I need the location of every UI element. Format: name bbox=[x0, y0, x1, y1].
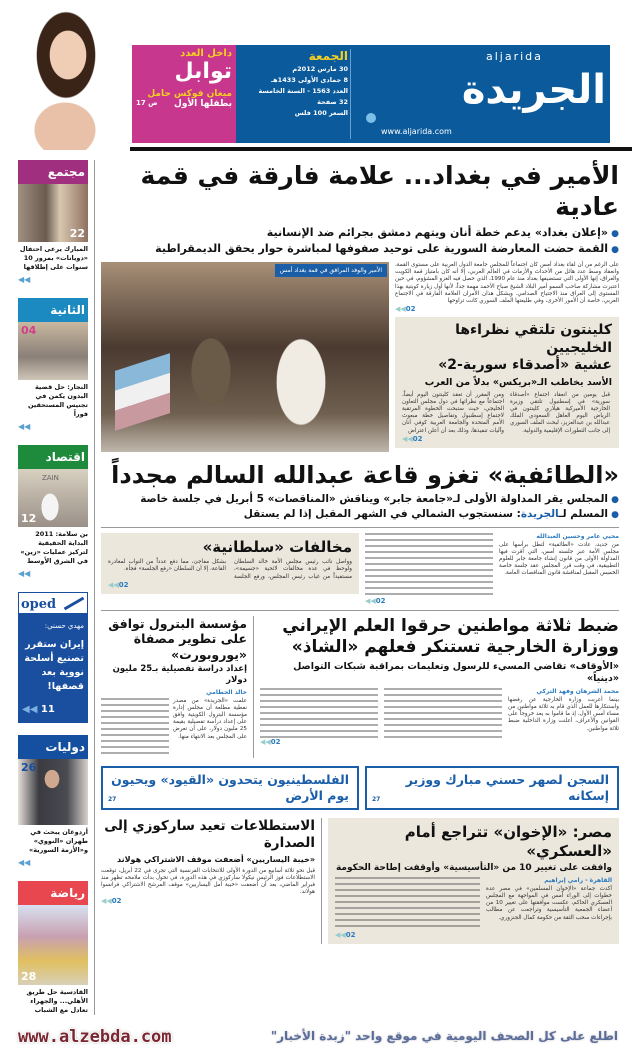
petroleum-sub: إعداد دراسة تفصيلية بـ25 مليون دولار bbox=[112, 664, 247, 685]
price: السعر 100 فلس bbox=[294, 109, 348, 117]
sectarian-body: من جديد، عادت «الطائفية» لتطل برأسها على مجلس الأمة عبر جلسته أمس، التي أقرت فيها المداولة الأولى من قانون إنشاء جامعة جابر للعلوم التطبيقية، في وقت قرر المجلس عقد جلسة خاصة الخميس المقبل لمناقشة قانون المناقصات العامة. bbox=[499, 541, 619, 577]
footer-site-link[interactable]: www.alzebda.com bbox=[18, 1027, 172, 1047]
egypt-box bbox=[328, 818, 619, 944]
sultani-body: وواصل نائب رئيس مجلس الأمة خالد السلطان ولوحظ في عدة مخالفات لائحية «جسيمة»، مستفيداً من غياب رئيس المجلس، ورفع الجلسة بشكل مفاجئ، مما دفع عدداً من النواب لمغادرة القاعة، إلا أن السلطان «رفع الجلسة» فجأة. bbox=[108, 559, 352, 580]
masthead bbox=[236, 45, 610, 143]
page-number: 26 bbox=[21, 761, 37, 774]
promo-headline-2: بطفلها الأول ص 17 bbox=[136, 99, 232, 109]
header bbox=[0, 0, 632, 152]
sultani-box bbox=[101, 533, 359, 594]
second-caption[interactable]: النجار: حل قضية البدون يكمن في تجنيس المستحقين فوراً bbox=[27, 383, 88, 418]
sectarian-ref[interactable]: ◀◀02 bbox=[365, 596, 386, 605]
sultani-ref[interactable]: ◀◀02 bbox=[108, 580, 129, 589]
lead-bullet-1: ● «إعلان بغداد» يدعم خطة أنان ويتهم دمشق بجرائم ضد الإنسانية bbox=[101, 226, 619, 240]
sarkozy-sub: «خيبة اليساريين» أضعفت موقف الاشتراكي هولاند bbox=[116, 854, 315, 864]
promo-box[interactable] bbox=[132, 45, 236, 143]
section-header-international[interactable]: دوليات bbox=[18, 735, 88, 759]
more-arrow-icon[interactable]: ◀◀ bbox=[18, 275, 31, 284]
clinton-sub: الأسد يخاطب الـ«بريكس» بدلاً من العرب bbox=[424, 376, 612, 388]
page-count: 32 صفحة bbox=[317, 98, 348, 106]
sarkozy-headline[interactable]: الاستطلاعات تعيد ساركوزي إلى الصدارة bbox=[104, 818, 315, 851]
oped-author: مهدي حسني: bbox=[44, 622, 84, 630]
logo-en: aljarida bbox=[486, 50, 543, 63]
page-number: 12 bbox=[21, 512, 37, 525]
section-header-economy[interactable]: اقتصاد bbox=[18, 445, 88, 469]
sectarian-bullet-1: ● المجلس يقر المداولة الأولى لـ«جامعة جابر» ويناقش «المناقصات» 5 أبريل في جلسة خاصة bbox=[101, 493, 619, 506]
clinton-ref[interactable]: ◀◀02 bbox=[402, 434, 423, 443]
promo-headline-1: ميغان فوكس حامل bbox=[147, 89, 232, 99]
sultani-headline[interactable]: مخالفات «سلطانية» bbox=[202, 537, 352, 556]
petroleum-body: علمت «الجريدة» من مصدر نفطية مطلعة أن مجلس إدارة مؤسسة البترول الكويتية وافق على إعداد دراسة تفصيلية بقيمة 25 مليون دولار، على أن تعرض على المجلس بعد الانتهاء منها. bbox=[173, 697, 247, 740]
petroleum-byline: خالد الحطامي bbox=[206, 688, 247, 696]
footer-slogan: اطلع على كل الصحف اليومية في موقع واحد "زبدة الأخبار" bbox=[270, 1029, 618, 1044]
second-photo[interactable] bbox=[18, 322, 88, 380]
page-number: 22 bbox=[69, 227, 85, 240]
oped-box[interactable] bbox=[18, 614, 88, 723]
website-url[interactable]: www.aljarida.com bbox=[381, 127, 452, 136]
egypt-sub: وافقت على تغيير 10 من «التأسيسية» وأوقفت إطاحة الحكومة bbox=[335, 862, 612, 873]
flag-sub: «الأوقاف» تقاضي المسيء للرسول وتعليمات بمراقبة شبكات التواصل «دينياً» bbox=[293, 661, 619, 684]
lead-headline[interactable]: الأمير في بغداد... علامة فارقة في قمة عادية bbox=[140, 161, 619, 222]
section-header-second[interactable]: الثانية bbox=[18, 298, 88, 322]
date-gregorian: 30 مارس 2012م bbox=[292, 65, 348, 73]
oped-logo bbox=[18, 592, 88, 614]
issue-day: الجمعة bbox=[308, 49, 348, 63]
lead-bullet-2: ● القمة حضت المعارضة السورية على توحيد صفوفها لمباشرة حوار يحقق الديمقراطية bbox=[101, 242, 619, 256]
international-caption[interactable]: أردوغان يبحث في طهران «النووي» و«الأزمة السورية» bbox=[29, 828, 88, 854]
section-header-sports[interactable]: رياضة bbox=[18, 881, 88, 905]
sectarian-body-col2 bbox=[365, 533, 493, 595]
flag-headline-1[interactable]: ضبط ثلاثة مواطنين حرقوا العلم الإيراني bbox=[282, 615, 619, 636]
oped-label: oped bbox=[21, 597, 57, 612]
main-content bbox=[101, 160, 619, 1015]
flag-headline-2[interactable]: ووزارة الخارجية تستنكر فعلهم «الشاذ» bbox=[291, 636, 619, 657]
page-number: 28 bbox=[21, 970, 37, 983]
sectarian-byline: محيي عامر وحسين العبدالله bbox=[536, 532, 619, 540]
promo-inside: داخل العدد bbox=[180, 48, 232, 59]
sectarian-headline[interactable]: «الطائفية» تغزو قاعة عبدالله السالم مجدداً bbox=[111, 461, 619, 489]
date-hijri: 8 جمادى الأولى 1433هـ bbox=[270, 76, 348, 84]
lead-body: على الرغم من أن لقاء بغداد أمس كان اجتماعاً للمجلس جامعة الدول العربية على مستوى القمة، وانعقاد وسط عدد هائل من الأحداث والأزمات في العالم العربي، إلا أنه كان بامتياز قمة الكويت والعراق، إنها الأولى التي تستضيفها بغداد منذ عام 1990، الذي حصل فيه الغزو المشؤوم، في حين اعتبرت مشاركة صاحب السمو أمير البلاد الشيخ صباح الأحمد مهمة جداً، لأنها أول زيارة كويتية بهذا المستوى إلى العراق منذ الاجتياح الصدامي. ويشكل هذان الأمران العلامة الفارقة في الاجتماع العربي، خاصة أن الأمور الأخرى، وفي طليعتها الملف السوري كانت تراوحها bbox=[395, 262, 620, 305]
clinton-headline-1[interactable]: كلينتون تلتقي نظراءها الخليجيين bbox=[455, 322, 612, 356]
oped-page: ◀◀ 11 bbox=[22, 704, 55, 715]
more-arrow-icon[interactable]: ◀◀ bbox=[18, 569, 31, 578]
flag-body-col3 bbox=[260, 688, 378, 738]
sectarian-bullet-2: ● المسلم لـالجريدة: سنستجوب الشمالي في الشهر المقبل إذا لم يستقل bbox=[101, 508, 619, 521]
society-caption[interactable]: المبارك يرعى احتفال «دويانات» بمرور 10 سنوات على إطلاقها bbox=[19, 245, 88, 271]
zain-logo: ZAIN bbox=[42, 474, 59, 482]
issue-info bbox=[240, 48, 348, 119]
sarkozy-ref[interactable]: ◀◀02 bbox=[101, 896, 122, 905]
oped-pen-icon bbox=[64, 597, 85, 611]
kuwait-flag bbox=[115, 353, 170, 431]
flag-ref[interactable]: ◀◀02 bbox=[260, 737, 281, 746]
international-photo[interactable] bbox=[18, 759, 88, 825]
section-header-society[interactable]: مجتمع bbox=[18, 160, 88, 184]
egypt-byline: القاهرة - رامي إبراهيم bbox=[544, 876, 612, 884]
egypt-body: أكدت جماعة «الإخوان المسلمين» في مصر عدة خطوات إلى الوراء أمس في المواجهة مع المجلس العسكري الحاكم، عكست موافقتها على تغيير 10 من أعضاء الجمعية التأسيسية وتراجعت عن مطالب بإجراءات سحب الثقة من حكومة كمال الجنزوري. bbox=[486, 885, 612, 921]
economy-caption[interactable]: بن سلامة: 2011 البداية الحقيقية لتركيز عمليات «زين» في الشرق الأوسط bbox=[20, 530, 88, 565]
egypt-ref[interactable]: ◀◀02 bbox=[335, 930, 356, 939]
logo-ar: الجريدة bbox=[461, 67, 606, 113]
palestinians-box[interactable]: الفلسطينيون يتحدون «القيود» ويحيون يوم الأرض 27 bbox=[101, 766, 359, 811]
clinton-body-2: ومن المقرر أن تعقد كلينتون اليوم أيضاً، اجتماعاً مع نظرائها في دول مجلس التعاون الخليجي، حيث ستبحث الخطوة المرتقبة لاجتماع إسطنبول وتفاصيل خطة مبعوث الأمم المتحدة والجامعة العربية كوفي أنان وآليات تنفيذها، وذلك بعد أن أعلن اعتراض bbox=[402, 391, 504, 434]
society-photo[interactable] bbox=[18, 184, 88, 242]
flag-byline: محمد الشرهان وفهد التركي bbox=[536, 687, 619, 695]
promo-model-photo bbox=[0, 0, 130, 150]
petroleum-body-col2 bbox=[101, 698, 169, 758]
lead-photo-caption: الأمير والوفد المرافق في قمة بغداد أمس bbox=[275, 264, 387, 277]
more-arrow-icon[interactable]: ◀◀ bbox=[18, 858, 31, 867]
egypt-headline[interactable]: مصر: «الإخوان» تتراجع أمام «العسكري» bbox=[404, 823, 612, 860]
sarkozy-body: قبل نحو ثلاثة أسابيع من الدورة الأولى للانتخابات الفرنسية التي تجرى في 22 أبريل، توقعت الاستطلاعات فوز الرئيس نيكولا ساركوزي في هذه الدورة، في تحول بدأت ملامحه تظهر منذ فبراير الماضي، بعد أن أضعفت «خيبة أمل اليساريين» موقف المرشح الاشتراكي فرانسوا هولاند. bbox=[101, 867, 315, 896]
oped-title: إيران ستقرر تصنيع أسلحة نووية بعد قصفها! bbox=[24, 639, 84, 692]
more-arrow-icon[interactable]: ◀◀ bbox=[18, 422, 31, 431]
clinton-box bbox=[395, 317, 619, 448]
lead-ref[interactable]: ◀◀02 bbox=[395, 305, 416, 314]
petroleum-headline-2[interactable]: على تطوير مصفاة «يوروبورت» bbox=[133, 631, 247, 662]
flag-body: بينما أعربت وزارة الخارجية عن رفضها واستنكارها للعمل الذي قام به ثلاثة مواطنين من مساء أمس الأول، إذ ما قاموا به يعد خروجاً على القوانين والأعراف، أعلنت وزارة الداخلية ضبط ثلاثة مواطنين. bbox=[508, 696, 619, 732]
page-number: 04 bbox=[21, 324, 37, 337]
sports-caption[interactable]: القادسية حل طريق الأهلي... والجهراء تعادل مع الشباب bbox=[26, 988, 88, 1014]
footer bbox=[0, 1021, 632, 1055]
economy-photo[interactable] bbox=[18, 469, 88, 527]
sidebar bbox=[18, 160, 88, 1015]
egypt-body-col2 bbox=[335, 877, 480, 931]
issue-number: العدد 1563 - السنة الخامسة bbox=[258, 87, 348, 95]
clinton-body-1: قبل يومين من انعقاد اجتماع «أصدقاء سورية» في إسطنبول تلتقي وزيرة الخارجية الأميركية هيلاري كلينتون في الرياض اليوم العاهل السعودي الملك عبدالله بن عبدالعزيز، لبحث الملف السوري إلى جانب التطورات الإقليمية والدولية. bbox=[510, 391, 610, 434]
sports-photo[interactable] bbox=[18, 905, 88, 985]
mubarak-box[interactable]: السجن لصهر حسني مبارك ووزير إسكانه 27 bbox=[365, 766, 619, 811]
petroleum-headline-1[interactable]: مؤسسة البترول توافق bbox=[108, 615, 247, 631]
lead-photo[interactable] bbox=[101, 262, 389, 452]
globe-icon bbox=[366, 113, 376, 123]
promo-supplement: توابل bbox=[174, 59, 232, 84]
flag-body-col2 bbox=[384, 688, 502, 738]
clinton-headline-2[interactable]: عشية «أصدقاء سورية-2» bbox=[438, 357, 612, 374]
